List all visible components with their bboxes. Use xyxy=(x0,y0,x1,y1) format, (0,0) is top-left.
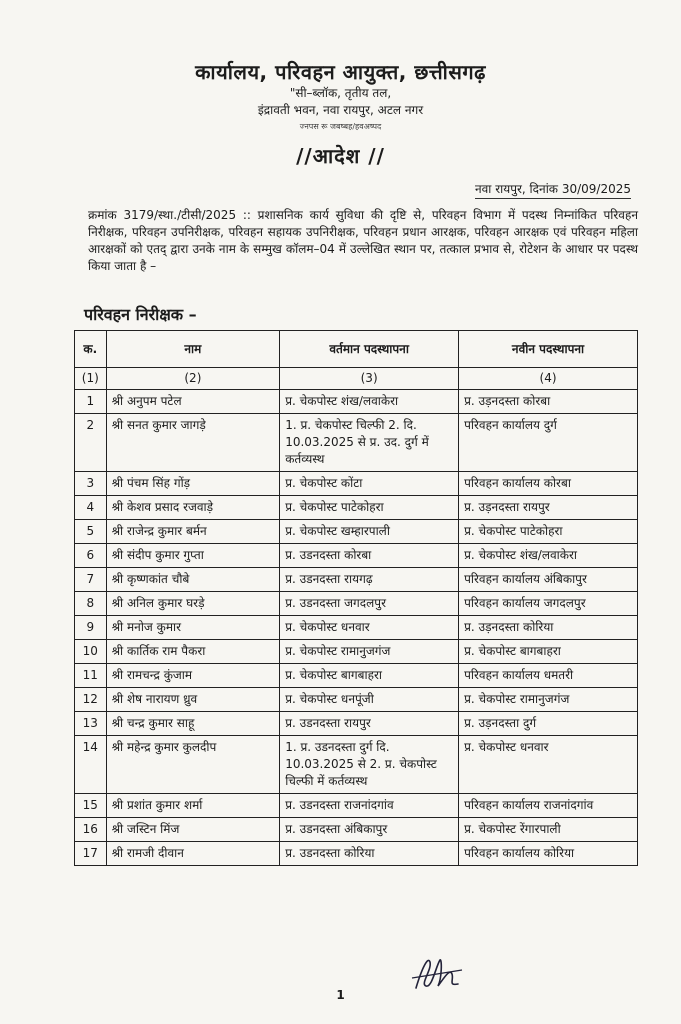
table-row xyxy=(75,736,638,794)
row-current-posting: प्र. उडनदस्ता अंबिकापुर xyxy=(280,818,459,842)
row-current-posting: प्र. उडनदस्ता कोरिया xyxy=(280,842,459,866)
order-title: //आदेश // xyxy=(296,144,385,168)
row-current-posting: प्र. चेकपोस्ट पाटेकोहरा xyxy=(280,496,459,520)
row-new-posting: परिवहन कार्यालय दुर्ग xyxy=(459,414,638,472)
address-line-2: इंद्रावती भवन, नवा रायपुर, अटल नगर xyxy=(257,103,424,117)
row-name: श्री केशव प्रसाद रजवाड़े xyxy=(106,496,280,520)
row-name: श्री कार्तिक राम पैकरा xyxy=(106,640,280,664)
table-row xyxy=(75,592,638,616)
row-serial: 11 xyxy=(75,664,107,688)
row-name: श्री रामजी दीवान xyxy=(106,842,280,866)
row-name: श्री अनिल कुमार घरड़े xyxy=(106,592,280,616)
row-name: श्री पंचम सिंह गोंड़ xyxy=(106,472,280,496)
row-new-posting: परिवहन कार्यालय अंबिकापुर xyxy=(459,568,638,592)
table-row xyxy=(75,842,638,866)
row-new-posting: परिवहन कार्यालय राजनांदगांव xyxy=(459,794,638,818)
page-number: 1 xyxy=(336,988,345,1002)
table-row xyxy=(75,496,638,520)
row-new-posting: प्र. चेकपोस्ट रेंगारपाली xyxy=(459,818,638,842)
row-new-posting: प्र. उड़नदस्ता दुर्ग xyxy=(459,712,638,736)
row-serial: 12 xyxy=(75,688,107,712)
row-serial: 10 xyxy=(75,640,107,664)
table-header-row xyxy=(75,331,638,368)
row-current-posting: प्र. चेकपोस्ट रामानुजगंज xyxy=(280,640,459,664)
row-name: श्री कृष्णकांत चौबे xyxy=(106,568,280,592)
row-name: श्री राजेन्द्र कुमार बर्मन xyxy=(106,520,280,544)
table-row xyxy=(75,568,638,592)
table-row xyxy=(75,520,638,544)
row-new-posting: प्र. उड़नदस्ता रायपुर xyxy=(459,496,638,520)
row-new-posting: परिवहन कार्यालय कोरिया xyxy=(459,842,638,866)
row-serial: 4 xyxy=(75,496,107,520)
row-name: श्री संदीप कुमार गुप्ता xyxy=(106,544,280,568)
row-current-posting: प्र. उडनदस्ता कोरबा xyxy=(280,544,459,568)
row-serial: 5 xyxy=(75,520,107,544)
row-current-posting: प्र. चेकपोस्ट शंख/लवाकेरा xyxy=(280,390,459,414)
table-row xyxy=(75,472,638,496)
row-new-posting: प्र. चेकपोस्ट धनवार xyxy=(459,736,638,794)
row-serial: 13 xyxy=(75,712,107,736)
table-row xyxy=(75,664,638,688)
office-title: कार्यालय, परिवहन आयुक्त, छत्तीसगढ़ xyxy=(195,60,486,84)
header-sn: क. xyxy=(75,331,107,368)
row-current-posting: प्र. चेकपोस्ट खम्हारपाली xyxy=(280,520,459,544)
table-row xyxy=(75,640,638,664)
row-current-posting: प्र. उडनदस्ता रायपुर xyxy=(280,712,459,736)
row-new-posting: परिवहन कार्यालय कोरबा xyxy=(459,472,638,496)
row-new-posting: परिवहन कार्यालय धमतरी xyxy=(459,664,638,688)
row-name: श्री रामचन्द्र कुंजाम xyxy=(106,664,280,688)
table-row xyxy=(75,818,638,842)
motto: ज्नपस रू जबष्बह/हवअष्पद xyxy=(299,122,382,131)
row-serial: 1 xyxy=(75,390,107,414)
header-current-posting: वर्तमान पदस्थापना xyxy=(280,331,459,368)
table-row xyxy=(75,794,638,818)
row-name: श्री मनोज कुमार xyxy=(106,616,280,640)
row-current-posting: प्र. उडनदस्ता रायगढ़ xyxy=(280,568,459,592)
row-current-posting: प्र. उडनदस्ता जगदलपुर xyxy=(280,592,459,616)
header-name: नाम xyxy=(106,331,280,368)
row-new-posting: प्र. उड़नदस्ता कोरबा xyxy=(459,390,638,414)
column-number-row xyxy=(75,368,638,390)
colnum-2: (2) xyxy=(106,368,280,390)
order-paragraph: क्रमांक 3179/स्था./टीसी/2025 :: प्रशासनिक कार्य सुविधा की दृष्टि से, परिवहन विभाग में पदस्थ निम्नांकित परिवहन निरीक्षक, परिवहन उपनिरीक्षक, परिवहन सहायक उपनिरीक्षक, परिवहन प्रधान आरक्षक, परिवहन आरक्षक एवं परिवहन महिला आरक्षकों को एतद् द्वारा उनके नाम के सम्मुख कॉलम–04 में उल्लेखित स्थान पर, तत्काल प्रभाव से, रोटेशन के आधार पर पदस्थ किया जाता है – xyxy=(88,208,638,273)
table-row xyxy=(75,712,638,736)
row-serial: 14 xyxy=(75,736,107,794)
address-line-1: "सी–ब्लॉक, तृतीय तल, xyxy=(289,86,392,100)
transfer-table xyxy=(74,330,638,866)
row-serial: 6 xyxy=(75,544,107,568)
row-name: श्री चन्द्र कुमार साहू xyxy=(106,712,280,736)
row-current-posting: प्र. चेकपोस्ट धनपूंजी xyxy=(280,688,459,712)
row-name: श्री सनत कुमार जागड़े xyxy=(106,414,280,472)
colnum-1: (1) xyxy=(75,368,107,390)
row-name: श्री महेन्द्र कुमार कुलदीप xyxy=(106,736,280,794)
table-row xyxy=(75,390,638,414)
row-serial: 15 xyxy=(75,794,107,818)
row-new-posting: प्र. चेकपोस्ट बागबाहरा xyxy=(459,640,638,664)
row-serial: 16 xyxy=(75,818,107,842)
row-serial: 7 xyxy=(75,568,107,592)
row-serial: 2 xyxy=(75,414,107,472)
row-new-posting: परिवहन कार्यालय जगदलपुर xyxy=(459,592,638,616)
header-new-posting: नवीन पदस्थापना xyxy=(459,331,638,368)
table-row xyxy=(75,616,638,640)
table-row xyxy=(75,688,638,712)
row-current-posting: 1. प्र. उडनदस्ता दुर्ग दि. 10.03.2025 से 2. प्र. चेकपोस्ट चिल्फी में कर्तव्यस्थ xyxy=(280,736,459,794)
colnum-4: (4) xyxy=(459,368,638,390)
table-row xyxy=(75,414,638,472)
row-name: श्री अनुपम पटेल xyxy=(106,390,280,414)
row-current-posting: प्र. उडनदस्ता राजनांदगांव xyxy=(280,794,459,818)
row-current-posting: प्र. चेकपोस्ट कोंटा xyxy=(280,472,459,496)
table-row xyxy=(75,544,638,568)
row-name: श्री प्रशांत कुमार शर्मा xyxy=(106,794,280,818)
row-current-posting: प्र. चेकपोस्ट धनवार xyxy=(280,616,459,640)
row-current-posting: 1. प्र. चेकपोस्ट चिल्फी 2. दि. 10.03.2025 से प्र. उद. दुर्ग में कर्तव्यस्थ xyxy=(280,414,459,472)
colnum-3: (3) xyxy=(280,368,459,390)
row-serial: 17 xyxy=(75,842,107,866)
row-name: श्री शेष नारायण ध्रुव xyxy=(106,688,280,712)
row-new-posting: प्र. चेकपोस्ट रामानुजगंज xyxy=(459,688,638,712)
row-serial: 8 xyxy=(75,592,107,616)
row-serial: 9 xyxy=(75,616,107,640)
row-new-posting: प्र. चेकपोस्ट पाटेकोहरा xyxy=(459,520,638,544)
row-serial: 3 xyxy=(75,472,107,496)
row-current-posting: प्र. चेकपोस्ट बागबाहरा xyxy=(280,664,459,688)
row-new-posting: प्र. चेकपोस्ट शंख/लवाकेरा xyxy=(459,544,638,568)
place-date: नवा रायपुर, दिनांक 30/09/2025 xyxy=(475,180,631,199)
row-name: श्री जस्टिन मिंज xyxy=(106,818,280,842)
row-new-posting: प्र. उड़नदस्ता कोरिया xyxy=(459,616,638,640)
section-title: परिवहन निरीक्षक – xyxy=(84,305,197,324)
